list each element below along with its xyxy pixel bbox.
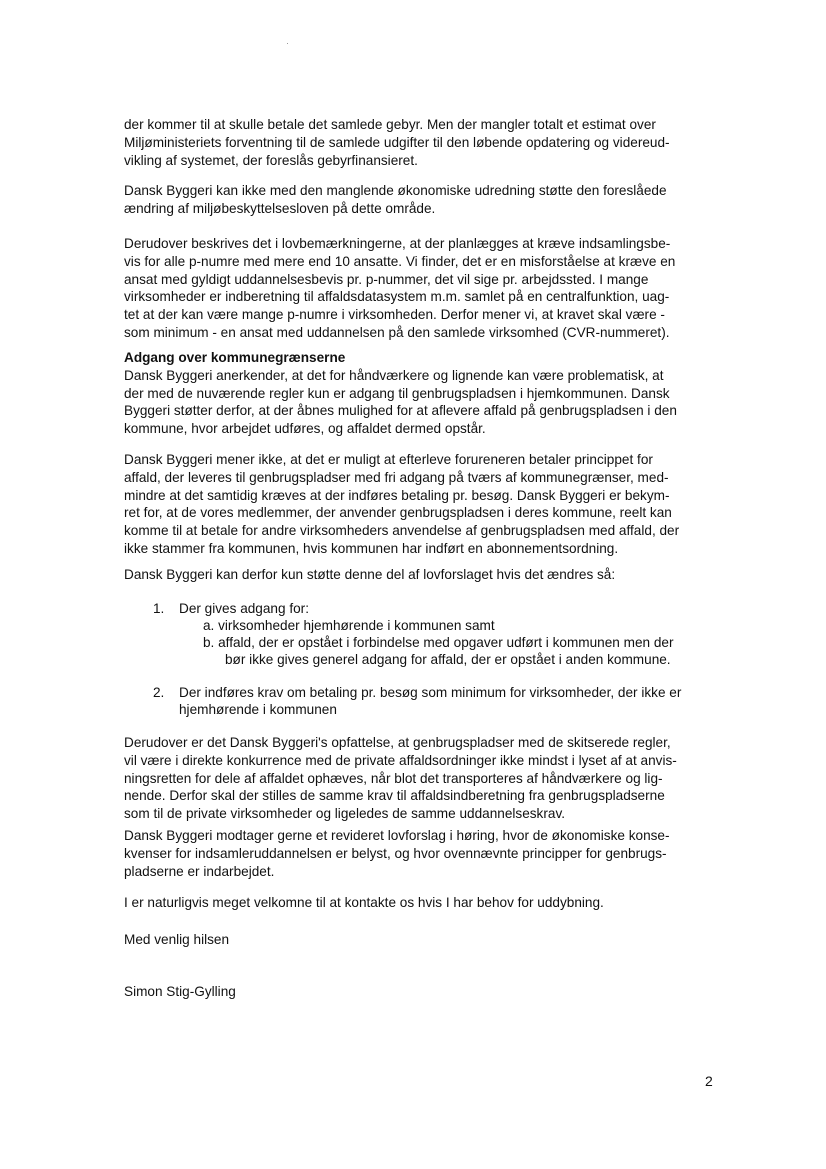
- text-line: Byggeri støtter derfor, at der åbnes mulighed for at aflevere affald på genbrugspladsen i den: [124, 403, 677, 419]
- paragraph-fee-estimate: [124, 116, 724, 169]
- sub-item-b-continued: bør ikke gives generel adgang for affald, der er opstået i anden kommune.: [225, 652, 671, 667]
- text-line: vikling af systemet, der foreslås gebyrfinansieret.: [124, 152, 418, 168]
- text-line: affald, der leveres til genbrugspladser med fri adgang på tværs af kommunegrænser, med-: [124, 469, 669, 485]
- text-line: virksomheder er indberetning til affaldsdatasystem m.m. samlet på en centralfunktion, uag-: [124, 289, 670, 305]
- text-line: Dansk Byggeri kan derfor kun støtte denne del af lovforslaget hvis det ændres så:: [124, 567, 616, 582]
- text-line: Dansk Byggeri mener ikke, at det er muligt at efterleve forureneren betaler princippet for: [124, 452, 653, 467]
- text-line: ikke stammer fra kommunen, hvis kommunen har indført en abonnementsordning.: [124, 540, 619, 556]
- list-number: 1.: [153, 601, 165, 616]
- text-line: Dansk Byggeri kan ikke med den manglende økonomiske udredning støtte den foreslåede: [124, 183, 667, 198]
- list-item-text-continued: hjemhørende i kommunen: [179, 702, 337, 717]
- text-line: tet at der kan være mange p-numre i virksomheden. Derfor mener vi, at kravet skal være -: [124, 307, 665, 323]
- paragraph-conditions-intro: [124, 566, 724, 584]
- list-item-text: Der indføres krav om betaling pr. besøg som minimum for virksomheder, der ikke er: [179, 685, 682, 700]
- scan-speck: [287, 43, 288, 44]
- text-line: Miljøministeriets forventning til de samlede udgifter til den løbende opdatering og videreud-: [124, 134, 670, 150]
- text-line: ansat med gyldigt uddannelsesbevis pr. p-nummer, det vil sige pr. arbejdssted. I mange: [124, 271, 649, 287]
- text-line: kommune, hvor arbejdet udføres, og affaldet dermed opstår.: [124, 421, 486, 437]
- text-line: ret for, at de vores medlemmer, der anvender genbrugspladsen i deres kommune, reelt kan: [124, 505, 672, 521]
- text-line: nende. Derfor skal der stilles de samme krav til affaldsindberetning fra genbrugspladserne: [124, 788, 665, 804]
- sub-item-b: b. affald, der er opstået i forbindelse med opgaver udført i kommunen men der: [203, 635, 674, 650]
- text-line: Dansk Byggeri modtager gerne et revideret lovforslag i høring, hvor de økonomiske konse-: [124, 828, 670, 843]
- text-line: Simon Stig-Gylling: [124, 984, 236, 999]
- text-line: ændring af miljøbeskyttelsesloven på dette område.: [124, 200, 436, 216]
- list-item-text: Der gives adgang for:: [179, 601, 309, 616]
- text-line: mindre at det samtidig kræves at der indføres betaling pr. besøg. Dansk Byggeri er bekym-: [124, 487, 670, 503]
- text-line: som til de private virksomheder og ligeledes de samme uddannelseskrav.: [124, 806, 566, 822]
- text-line: Dansk Byggeri anerkender, at det for håndværkere og lignende kan være problematisk, at: [124, 367, 664, 383]
- section-heading: Adgang over kommunegrænserne: [124, 350, 346, 365]
- text-line: komme til at betale for andre virksomheders anvendelse af genbrugspladsen med affald, der: [124, 523, 680, 539]
- list-number: 2.: [153, 685, 165, 700]
- text-line: ningsretten for dele af affaldet ophæves, når blot det transporteres af håndværkere og lig-: [124, 770, 663, 786]
- text-line: Derudover er det Dansk Byggeri's opfattelse, at genbrugspladser med de skitserede regler,: [124, 735, 671, 750]
- page-number: 2: [705, 1073, 713, 1089]
- paragraph-polluter-pays: [124, 451, 724, 558]
- text-line: Med venlig hilsen: [124, 932, 230, 947]
- paragraph-p-numbers: [124, 235, 724, 342]
- text-line: I er naturligvis meget velkomne til at kontakte os hvis I har behov for uddybning.: [124, 895, 604, 910]
- text-line: der med de nuværende regler kun er adgang til genbrugspladsen i hjemkommunen. Dansk: [124, 385, 670, 401]
- text-line: Derudover beskrives det i lovbemærkningerne, at der planlægges at kræve indsamlingsbe-: [124, 236, 671, 251]
- paragraph-competition: [124, 734, 724, 823]
- paragraph-no-support: [124, 182, 724, 218]
- text-line: kvenser for indsamleruddannelsen er belyst, og hvor ovennævnte principper for genbrugs-: [124, 845, 667, 861]
- text-line: vis for alle p-numre med mere end 10 ansatte. Vi finder, det er en misforståelse at kræve en: [124, 253, 676, 269]
- paragraph-revised-proposal: [124, 827, 724, 880]
- closing-salutation: [124, 931, 724, 949]
- text-line: vil være i direkte konkurrence med de private affaldsordninger ikke mindst i lyset af at anvis-: [124, 752, 677, 768]
- text-line: der kommer til at skulle betale det samlede gebyr. Men der mangler totalt et estimat over: [124, 117, 656, 132]
- signature-name: [124, 983, 724, 1001]
- text-line: som minimum - en ansat med uddannelsen på den samlede virksomhed (CVR-nummeret).: [124, 324, 670, 340]
- text-line: pladserne er indarbejdet.: [124, 863, 275, 879]
- paragraph-contact: [124, 894, 724, 912]
- section-municipal-access: [124, 349, 724, 438]
- sub-item-a: a. virksomheder hjemhørende i kommunen samt: [203, 618, 495, 633]
